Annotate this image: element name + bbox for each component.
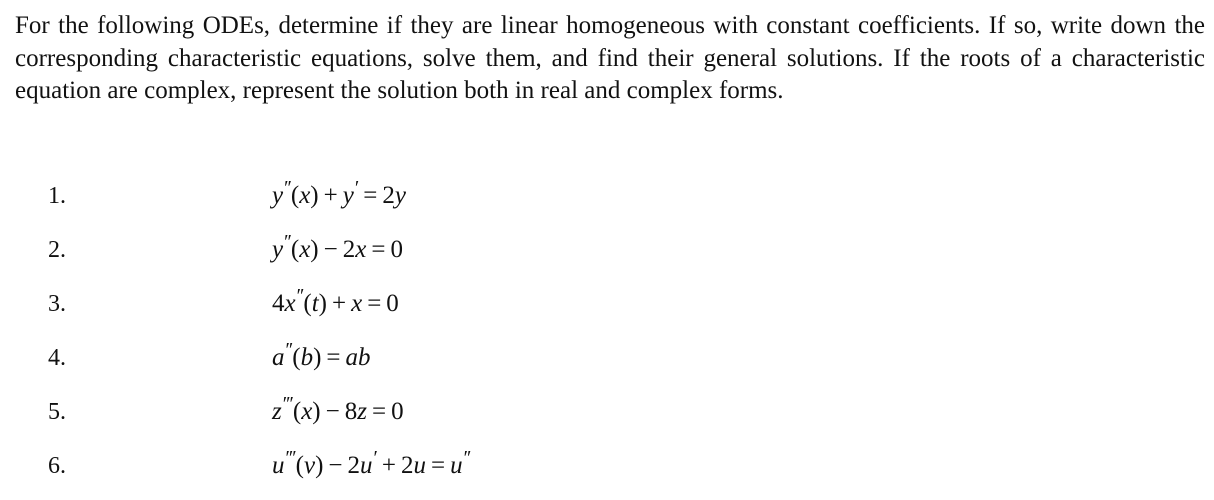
- eq-operator: −: [328, 452, 343, 479]
- eq-prime: ′′: [284, 177, 291, 199]
- eq-symbol: 2: [342, 236, 356, 263]
- eq-prime: ′: [373, 447, 377, 469]
- eq-symbol: (: [295, 452, 304, 479]
- eq-variable: z: [272, 398, 282, 425]
- item-number: 2.: [48, 237, 66, 263]
- eq-prime: ′′′: [282, 393, 293, 415]
- eq-operator: −: [325, 398, 340, 425]
- eq-symbol: 0: [386, 290, 399, 317]
- eq-symbol: (: [303, 290, 312, 317]
- eq-variable: z: [357, 398, 367, 425]
- ode-equation: [272, 392, 404, 432]
- eq-prime: ′′′: [285, 447, 296, 469]
- eq-symbol: 4: [272, 290, 285, 317]
- eq-symbol: ): [313, 344, 322, 371]
- ode-equation: [272, 338, 371, 378]
- eq-symbol: (: [290, 182, 300, 209]
- eq-symbol: (: [290, 236, 300, 263]
- eq-variable: u: [450, 452, 463, 479]
- eq-symbol: 0: [390, 236, 403, 263]
- item-number: 1.: [48, 183, 66, 209]
- eq-prime: ′′: [296, 285, 304, 307]
- list-item: [0, 392, 1214, 446]
- eq-operator: =: [371, 398, 387, 425]
- list-item: [0, 284, 1214, 338]
- list-item: [0, 338, 1214, 392]
- eq-variable: y: [394, 182, 406, 209]
- ode-equation: [272, 284, 399, 324]
- eq-variable: y: [342, 182, 354, 209]
- eq-variable: u: [360, 452, 373, 479]
- eq-operator: =: [326, 344, 341, 371]
- ode-list: [0, 176, 1214, 500]
- problem-intro: For the following ODEs, determine if they are linear homogeneous with constant coefficients. If so, write down the corresponding characteristic equations, solve them, and find their general solutions. If the roots of a characteristic equation are complex, represent the solution both in real and complex forms.: [15, 12, 1205, 104]
- ode-equation: [272, 446, 470, 486]
- eq-prime: ′: [354, 177, 359, 199]
- eq-symbol: ): [315, 452, 324, 479]
- eq-variable: x: [351, 290, 363, 317]
- eq-prime: ′′: [284, 231, 291, 253]
- item-number: 3.: [48, 291, 66, 317]
- eq-symbol: 0: [391, 398, 404, 425]
- list-item: [0, 230, 1214, 284]
- eq-variable: x: [301, 398, 313, 425]
- eq-symbol: 2: [382, 182, 395, 209]
- eq-symbol: ): [318, 290, 327, 317]
- eq-prime: ′′: [463, 447, 471, 469]
- eq-symbol: (: [292, 344, 301, 371]
- eq-variable: x: [355, 236, 367, 263]
- eq-symbol: 2: [347, 452, 360, 479]
- eq-variable: u: [413, 452, 426, 479]
- eq-symbol: ): [310, 182, 319, 209]
- eq-prime: ′′: [285, 339, 293, 361]
- eq-operator: +: [331, 290, 347, 317]
- eq-variable: x: [299, 236, 311, 263]
- eq-variable: y: [272, 182, 284, 209]
- item-number: 5.: [48, 399, 66, 425]
- eq-variable: v: [303, 452, 316, 479]
- eq-variable: u: [272, 452, 285, 479]
- eq-variable: x: [299, 182, 311, 209]
- eq-symbol: 8: [344, 398, 358, 425]
- eq-operator: =: [430, 452, 446, 479]
- list-item: [0, 446, 1214, 500]
- list-item: [0, 176, 1214, 230]
- ode-equation: [272, 176, 406, 216]
- eq-operator: =: [367, 290, 382, 317]
- item-number: 4.: [48, 345, 66, 371]
- eq-variable: ab: [345, 344, 371, 371]
- ode-equation: [272, 230, 403, 270]
- eq-variable: b: [300, 344, 314, 371]
- eq-operator: =: [371, 236, 386, 263]
- eq-symbol: 2: [400, 452, 414, 479]
- eq-operator: +: [381, 452, 396, 479]
- eq-variable: t: [311, 290, 319, 317]
- eq-operator: +: [323, 182, 338, 209]
- eq-operator: −: [323, 236, 338, 263]
- eq-symbol: ): [310, 236, 319, 263]
- eq-variable: y: [272, 236, 284, 263]
- item-number: 6.: [48, 453, 66, 479]
- eq-symbol: (: [292, 398, 302, 425]
- eq-variable: x: [284, 290, 296, 317]
- eq-symbol: ): [312, 398, 321, 425]
- eq-variable: a: [272, 344, 285, 371]
- eq-operator: =: [363, 182, 378, 209]
